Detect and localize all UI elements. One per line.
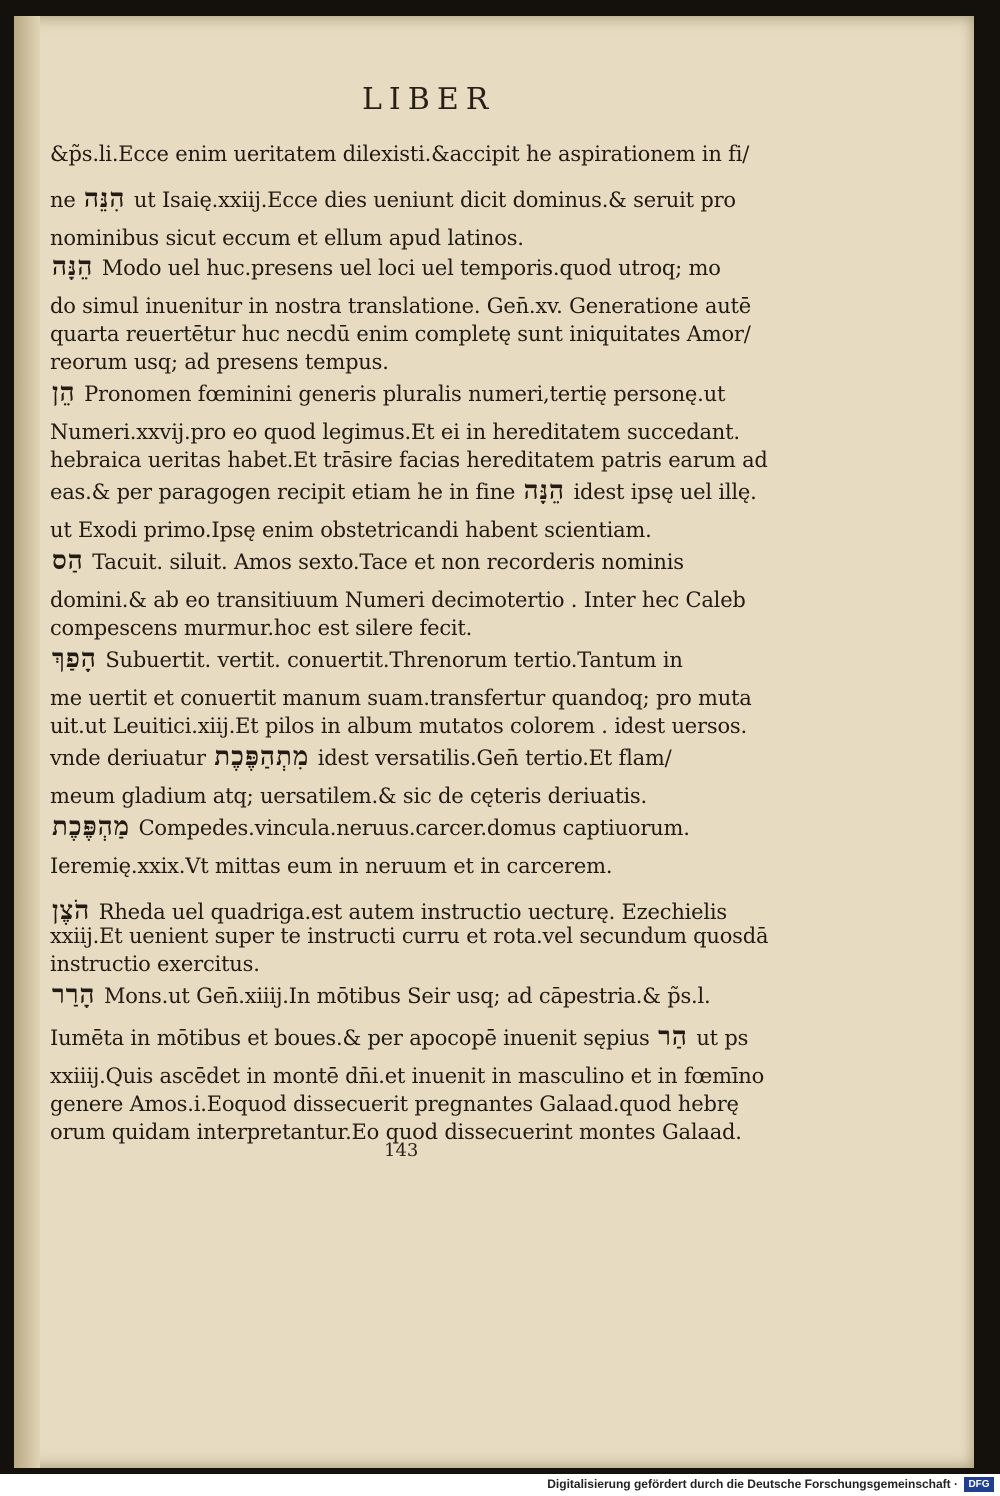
text-line — [50, 896, 727, 926]
hebrew-headword: מַהְפֶּכֶת — [52, 812, 131, 842]
latin-text: instructio exercitus. — [50, 952, 260, 976]
latin-text: eas.& per paragogen recipit etiam he in fine — [50, 480, 516, 504]
latin-text: do simul inuenitur in nostra translatione. Gen̄.xv. Generatione autē — [50, 294, 751, 318]
latin-text: xxiij.Et uenient super te instructi curru et rota.vel secundum quosdā — [50, 924, 769, 948]
latin-text: nominibus sicut eccum et ellum apud latinos. — [50, 226, 524, 250]
latin-text: reorum usq; ad presens tempus. — [50, 350, 389, 374]
latin-text: meum gladium atq; uersatilem.& sic de cęteris deriuatis. — [50, 784, 647, 808]
latin-text: &p̃s.li.Ecce enim ueritatem dilexisti.&accipit he aspirationem in fi/ — [50, 142, 750, 166]
text-line — [50, 420, 740, 444]
latin-text: Iumēta in mōtibus et boues.& per apocopē inuenit sępius — [50, 1026, 650, 1050]
hebrew-headword: הָרַר — [52, 980, 96, 1010]
text-line — [50, 252, 721, 282]
text-line — [50, 378, 725, 408]
text-line — [50, 742, 672, 772]
hebrew-headword: הֵן — [52, 378, 76, 408]
text-line — [50, 518, 652, 542]
text-line — [50, 924, 768, 948]
text-line — [50, 686, 752, 710]
page-gutter — [14, 16, 40, 1468]
hebrew-headword: הַס — [52, 546, 84, 576]
text-line — [50, 184, 736, 214]
hebrew-headword: הֵנָּה — [523, 476, 565, 506]
text-line — [50, 588, 746, 612]
latin-text: hebraica ueritas habet.Et trāsire facias hereditatem patris earum ad — [50, 448, 768, 472]
hebrew-headword: מִתְהַפֶּכֶת — [214, 742, 310, 772]
hebrew-headword: הֵנָּה — [52, 252, 94, 282]
text-line — [50, 1064, 764, 1088]
latin-text: idest versatilis.Gen̄ tertio.Et flam/ — [317, 746, 672, 770]
book-page — [14, 16, 974, 1468]
funding-credit: Digitalisierung gefördert durch die Deutsche Forschungsgemeinschaft · — [547, 1477, 958, 1491]
text-line — [50, 854, 612, 878]
latin-text: Compedes.vincula.neruus.carcer.domus captiuorum. — [138, 816, 690, 840]
latin-text: Ieremię.xxix.Vt mittas eum in neruum et in carcerem. — [50, 854, 613, 878]
text-line — [50, 322, 751, 346]
text-line — [50, 546, 684, 576]
latin-text: me uertit et conuertit manum suam.transfertur quandoq; pro muta — [50, 686, 752, 710]
text-line — [50, 350, 389, 374]
latin-text: Pronomen fœminini generis pluralis numeri,tertię personę.ut — [84, 382, 726, 406]
dfg-logo: DFG — [964, 1477, 994, 1492]
hebrew-headword: הִנֵּה — [84, 184, 126, 214]
latin-text: quarta reuertētur huc necdū enim completę sunt iniquitates Amor/ — [50, 322, 751, 346]
latin-text: ut ps — [696, 1026, 749, 1050]
text-line — [50, 714, 747, 738]
text-line — [50, 784, 647, 808]
running-head: LIBER — [362, 82, 496, 117]
hebrew-headword: הָפַךְ — [52, 644, 97, 674]
text-line — [50, 476, 757, 506]
latin-text: ut Exodi primo.Ipsę enim obstetricandi habent scientiam. — [50, 518, 652, 542]
latin-text: ne — [50, 188, 76, 212]
latin-text: Rheda uel quadriga.est autem instructio uecturę. Ezechielis — [98, 900, 728, 924]
latin-text: idest ipsę uel illę. — [573, 480, 757, 504]
text-line — [50, 142, 749, 166]
latin-text: Subuertit. vertit. conuertit.Threnorum tertio.Tantum in — [105, 648, 683, 672]
latin-text: ut Isaię.xxiij.Ecce dies ueniunt dicit dominus.& seruit pro — [133, 188, 736, 212]
hebrew-headword: הַר — [658, 1022, 688, 1052]
text-line — [50, 448, 768, 472]
latin-text: Numeri.xxvij.pro eo quod legimus.Et ei in hereditatem succedant. — [50, 420, 740, 444]
text-line — [50, 1092, 739, 1116]
text-line — [50, 616, 472, 640]
folio-number: 143 — [384, 1140, 419, 1161]
text-line — [50, 952, 260, 976]
text-line — [50, 1022, 748, 1052]
text-line — [50, 644, 683, 674]
latin-text: compescens murmur.hoc est silere fecit. — [50, 616, 473, 640]
text-line — [50, 294, 751, 318]
latin-text: genere Amos.i.Eoquod dissecuerit pregnantes Galaad.quod hebrę — [50, 1092, 739, 1116]
latin-text: vnde deriuatur — [50, 746, 206, 770]
latin-text: xxiiij.Quis ascēdet in montē dn̄i.et inuenit in masculino et in fœmīno — [50, 1064, 765, 1088]
latin-text: Modo uel huc.presens uel loci uel temporis.quod utroq; mo — [101, 256, 721, 280]
latin-text: orum quidam interpretantur.Eo quod dissecuerint montes Galaad. — [50, 1120, 742, 1144]
latin-text: Mons.ut Gen̄.xiiij.In mōtibus Seir usq; ad cāpestria.& p̃s.l. — [103, 984, 711, 1008]
text-line — [50, 980, 711, 1010]
latin-text: domini.& ab eo transitiuum Numeri decimotertio . Inter hec Caleb — [50, 588, 746, 612]
footer-bar — [0, 1474, 1000, 1496]
latin-text: uit.ut Leuitici.xiij.Et pilos in album mutatos colorem . idest uersos. — [50, 714, 747, 738]
text-line — [50, 226, 524, 250]
hebrew-headword: הֹצֶן — [52, 896, 91, 926]
text-line — [50, 812, 690, 842]
latin-text: Tacuit. siluit. Amos sexto.Tace et non recorderis nominis — [92, 550, 684, 574]
